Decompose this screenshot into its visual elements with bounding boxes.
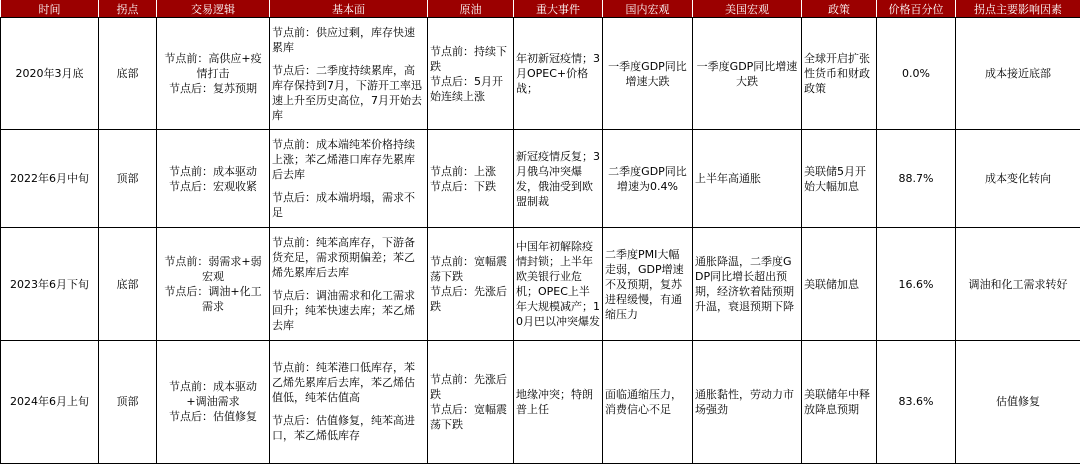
cell-policy: 全球开启扩张性货币和财政政策	[802, 18, 877, 130]
cell-price-percentile: 83.6%	[877, 340, 956, 463]
table-row	[1, 340, 1080, 463]
crude-after: 节点后：下跌	[430, 179, 496, 193]
header-domestic-macro: 国内宏观	[603, 0, 693, 18]
header-turning-point: 拐点	[99, 0, 157, 18]
cell-crude-oil	[428, 130, 514, 228]
fundamentals-after: 节点后：估值修复，纯苯高进口，苯乙烯低库存	[272, 414, 415, 443]
cell-major-events: 中国年初解除疫情封锁；上半年欧美银行业危机；OPEC上半年大规模减产；10月巴以冲突爆发	[514, 228, 603, 340]
table-row	[1, 18, 1080, 130]
cell-time: 2024年6月上旬	[1, 340, 99, 463]
fundamentals-after: 节点后：二季度持续累库，高库存保持到7月，下游开工率迅速上升至历史高位，7月开始去库	[272, 63, 422, 122]
crude-after: 节点后：5月开始连续上涨	[430, 74, 503, 103]
table-row	[1, 228, 1080, 340]
cell-policy: 美联储年中释放降息预期	[802, 340, 877, 463]
cell-turning-point: 顶部	[99, 340, 157, 463]
header-crude-oil: 原油	[428, 0, 514, 18]
header-us-macro: 美国宏观	[693, 0, 802, 18]
cell-main-factors: 成本接近底部	[956, 18, 1080, 130]
cell-major-events: 年初新冠疫情；3月OPEC+价格战；	[514, 18, 603, 130]
cell-us-macro: 通胀降温，二季度GDP同比增长超出预期，经济软着陆预期升温，衰退预期下降	[693, 228, 802, 340]
cell-time: 2020年3月底	[1, 18, 99, 130]
cell-crude-oil	[428, 340, 514, 463]
fundamentals-before: 节点前：成本端纯苯价格持续上涨；苯乙烯港口库存先累库后去库	[272, 138, 415, 182]
header-fundamentals: 基本面	[270, 0, 428, 18]
header-row	[1, 0, 1080, 18]
cell-policy: 美联储5月开始大幅加息	[802, 130, 877, 228]
cell-trade-logic	[157, 340, 270, 463]
header-trade-logic: 交易逻辑	[157, 0, 270, 18]
cell-domestic-macro: 二季度PMI大幅走弱，GDP增速不及预期，复苏进程缓慢，有通缩压力	[603, 228, 693, 340]
cell-us-macro: 通胀黏性，劳动力市场强劲	[693, 340, 802, 463]
cell-us-macro: 上半年高通胀	[693, 130, 802, 228]
header-main-factors: 拐点主要影响因素	[956, 0, 1080, 18]
crude-before: 节点前：先涨后跌	[430, 372, 507, 401]
cell-major-events: 地缘冲突；特朗普上任	[514, 340, 603, 463]
crude-before: 节点前：上涨	[430, 164, 496, 178]
crude-after: 节点后：先涨后跌	[430, 285, 507, 314]
cell-time: 2022年6月中旬	[1, 130, 99, 228]
cell-time: 2023年6月下旬	[1, 228, 99, 340]
header-major-events: 重大事件	[514, 0, 603, 18]
cell-domestic-macro: 面临通缩压力，消费信心不足	[603, 340, 693, 463]
logic-after: 节点后：调油+化工需求	[164, 285, 262, 314]
cell-turning-point: 底部	[99, 228, 157, 340]
cell-main-factors: 成本变化转向	[956, 130, 1080, 228]
cell-fundamentals	[270, 340, 428, 463]
logic-after: 节点后：宏观收紧	[169, 179, 257, 193]
fundamentals-before: 节点前：纯苯港口低库存，苯乙烯先累库后去库，苯乙烯估值低，纯苯估值高	[272, 361, 415, 405]
cell-domestic-macro: 一季度GDP同比增速大跌	[603, 18, 693, 130]
crude-before: 节点前：宽幅震荡下跌	[430, 255, 507, 284]
cell-turning-point: 顶部	[99, 130, 157, 228]
cell-main-factors: 估值修复	[956, 340, 1080, 463]
crude-before: 节点前：持续下跌	[430, 44, 507, 73]
fundamentals-before: 节点前：供应过剩，库存快速累库	[272, 25, 415, 54]
table-row	[1, 130, 1080, 228]
cell-fundamentals	[270, 228, 428, 340]
cell-fundamentals	[270, 18, 428, 130]
cell-domestic-macro: 二季度GDP同比增速为0.4%	[603, 130, 693, 228]
cell-price-percentile: 0.0%	[877, 18, 956, 130]
cell-turning-point: 底部	[99, 18, 157, 130]
cell-trade-logic	[157, 228, 270, 340]
logic-before: 节点前：高供应+疫情打击	[164, 52, 262, 81]
cell-policy: 美联储加息	[802, 228, 877, 340]
fundamentals-after: 节点后：调油需求和化工需求回升；纯苯快速去库；苯乙烯去库	[272, 289, 415, 333]
cell-us-macro: 一季度GDP同比增速大跌	[693, 18, 802, 130]
cell-main-factors: 调油和化工需求转好	[956, 228, 1080, 340]
cell-price-percentile: 16.6%	[877, 228, 956, 340]
logic-before: 节点前：弱需求+弱宏观	[164, 255, 262, 284]
header-price-percentile: 价格百分位	[877, 0, 956, 18]
header-time: 时间	[1, 0, 99, 18]
cell-price-percentile: 88.7%	[877, 130, 956, 228]
cell-major-events: 新冠疫情反复；3月俄乌冲突爆发，俄油受到欧盟制裁	[514, 130, 603, 228]
cell-trade-logic	[157, 18, 270, 130]
fundamentals-before: 节点前：纯苯高库存，下游备货充足，需求预期偏差；苯乙烯先累库后去库	[272, 236, 415, 280]
header-policy: 政策	[802, 0, 877, 18]
cell-crude-oil	[428, 228, 514, 340]
logic-after: 节点后：复苏预期	[169, 82, 257, 96]
fundamentals-after: 节点后：成本端坍塌，需求不足	[272, 191, 415, 220]
logic-before: 节点前：成本驱动+调油需求	[169, 380, 257, 409]
cell-trade-logic	[157, 130, 270, 228]
cell-crude-oil	[428, 18, 514, 130]
logic-before: 节点前：成本驱动	[169, 164, 257, 178]
logic-after: 节点后：估值修复	[169, 410, 257, 424]
cell-fundamentals	[270, 130, 428, 228]
crude-after: 节点后：宽幅震荡下跌	[430, 402, 507, 431]
